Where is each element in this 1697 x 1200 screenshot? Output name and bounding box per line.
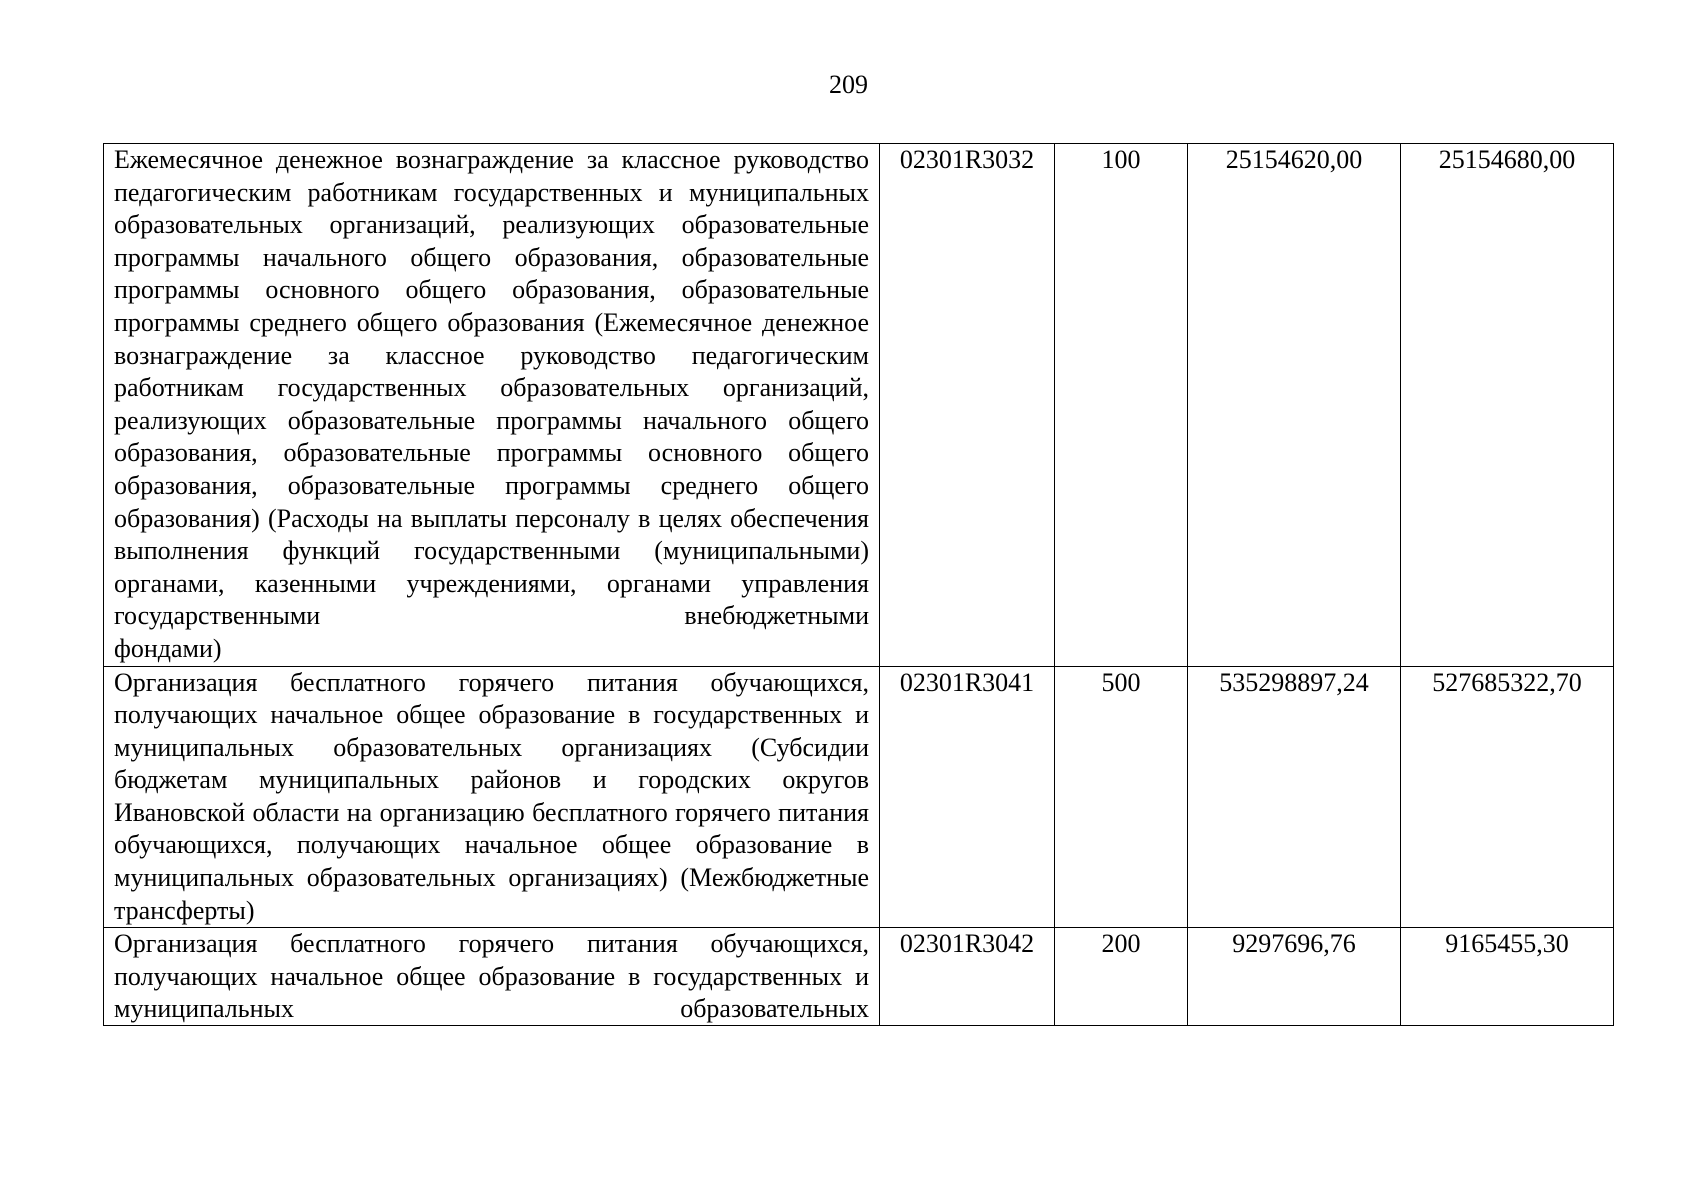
row-description-text: Организация бесплатного горячего питания обучающихся, получающих начальное общее образование в государственных и муниципальных образовательных xyxy=(114,929,869,1024)
row-amount-2: 9165455,30 xyxy=(1401,928,1614,1026)
row-description xyxy=(104,928,880,1026)
table-row xyxy=(104,144,1614,667)
row-expense-type: 200 xyxy=(1055,928,1188,1026)
row-expense-type: 100 xyxy=(1055,144,1188,667)
row-code: 02301R3041 xyxy=(880,666,1055,928)
row-code: 02301R3032 xyxy=(880,144,1055,667)
row-description-clip xyxy=(114,928,869,1025)
table-row xyxy=(104,666,1614,928)
row-description-text: Организация бесплатного горячего питания обучающихся, получающих начальное общее образование в государственных и муниципальных образовательных организациях (Субсидии бюджетам муниципальных районов и городских округов Ивановской области на организацию бесплатного горячего питания обучающихся, получающих начальное общее образование в муниципальных образовательных организациях) (Межбюджетные xyxy=(114,667,869,893)
row-description-end: трансферты) xyxy=(114,895,255,925)
row-amount-2: 527685322,70 xyxy=(1401,666,1614,928)
row-amount-1: 25154620,00 xyxy=(1188,144,1401,667)
row-code: 02301R3042 xyxy=(880,928,1055,1026)
table-row xyxy=(104,928,1614,1026)
row-description xyxy=(104,144,880,667)
row-amount-1: 535298897,24 xyxy=(1188,666,1401,928)
row-description-end: фондами) xyxy=(114,633,222,663)
row-description xyxy=(104,666,880,928)
row-expense-type: 500 xyxy=(1055,666,1188,928)
budget-table xyxy=(103,143,1614,1026)
row-amount-1: 9297696,76 xyxy=(1188,928,1401,1026)
page-number: 209 xyxy=(829,70,868,99)
row-description-text: Ежемесячное денежное вознаграждение за классное руководство педагогическим работникам государственных и муниципальных образовательных организаций, реализующих образовательные программы начального общего образования, образовательные программы основного общего образования, образовательные программы среднего общего образования (Ежемесячное денежное вознаграждение за классное руководство педагогическим работникам государственных образовательных организаций, реализующих образовательные программы начального общего образования, образовательные программы основного общего образования, образовательные программы среднего общего образования) (Расходы на выплаты персоналу в целях обеспечения выполнения функций государственными (муниципальными) органами, казенными учреждениями, органами управления государственными внебюджетными xyxy=(114,145,869,631)
row-amount-2: 25154680,00 xyxy=(1401,144,1614,667)
